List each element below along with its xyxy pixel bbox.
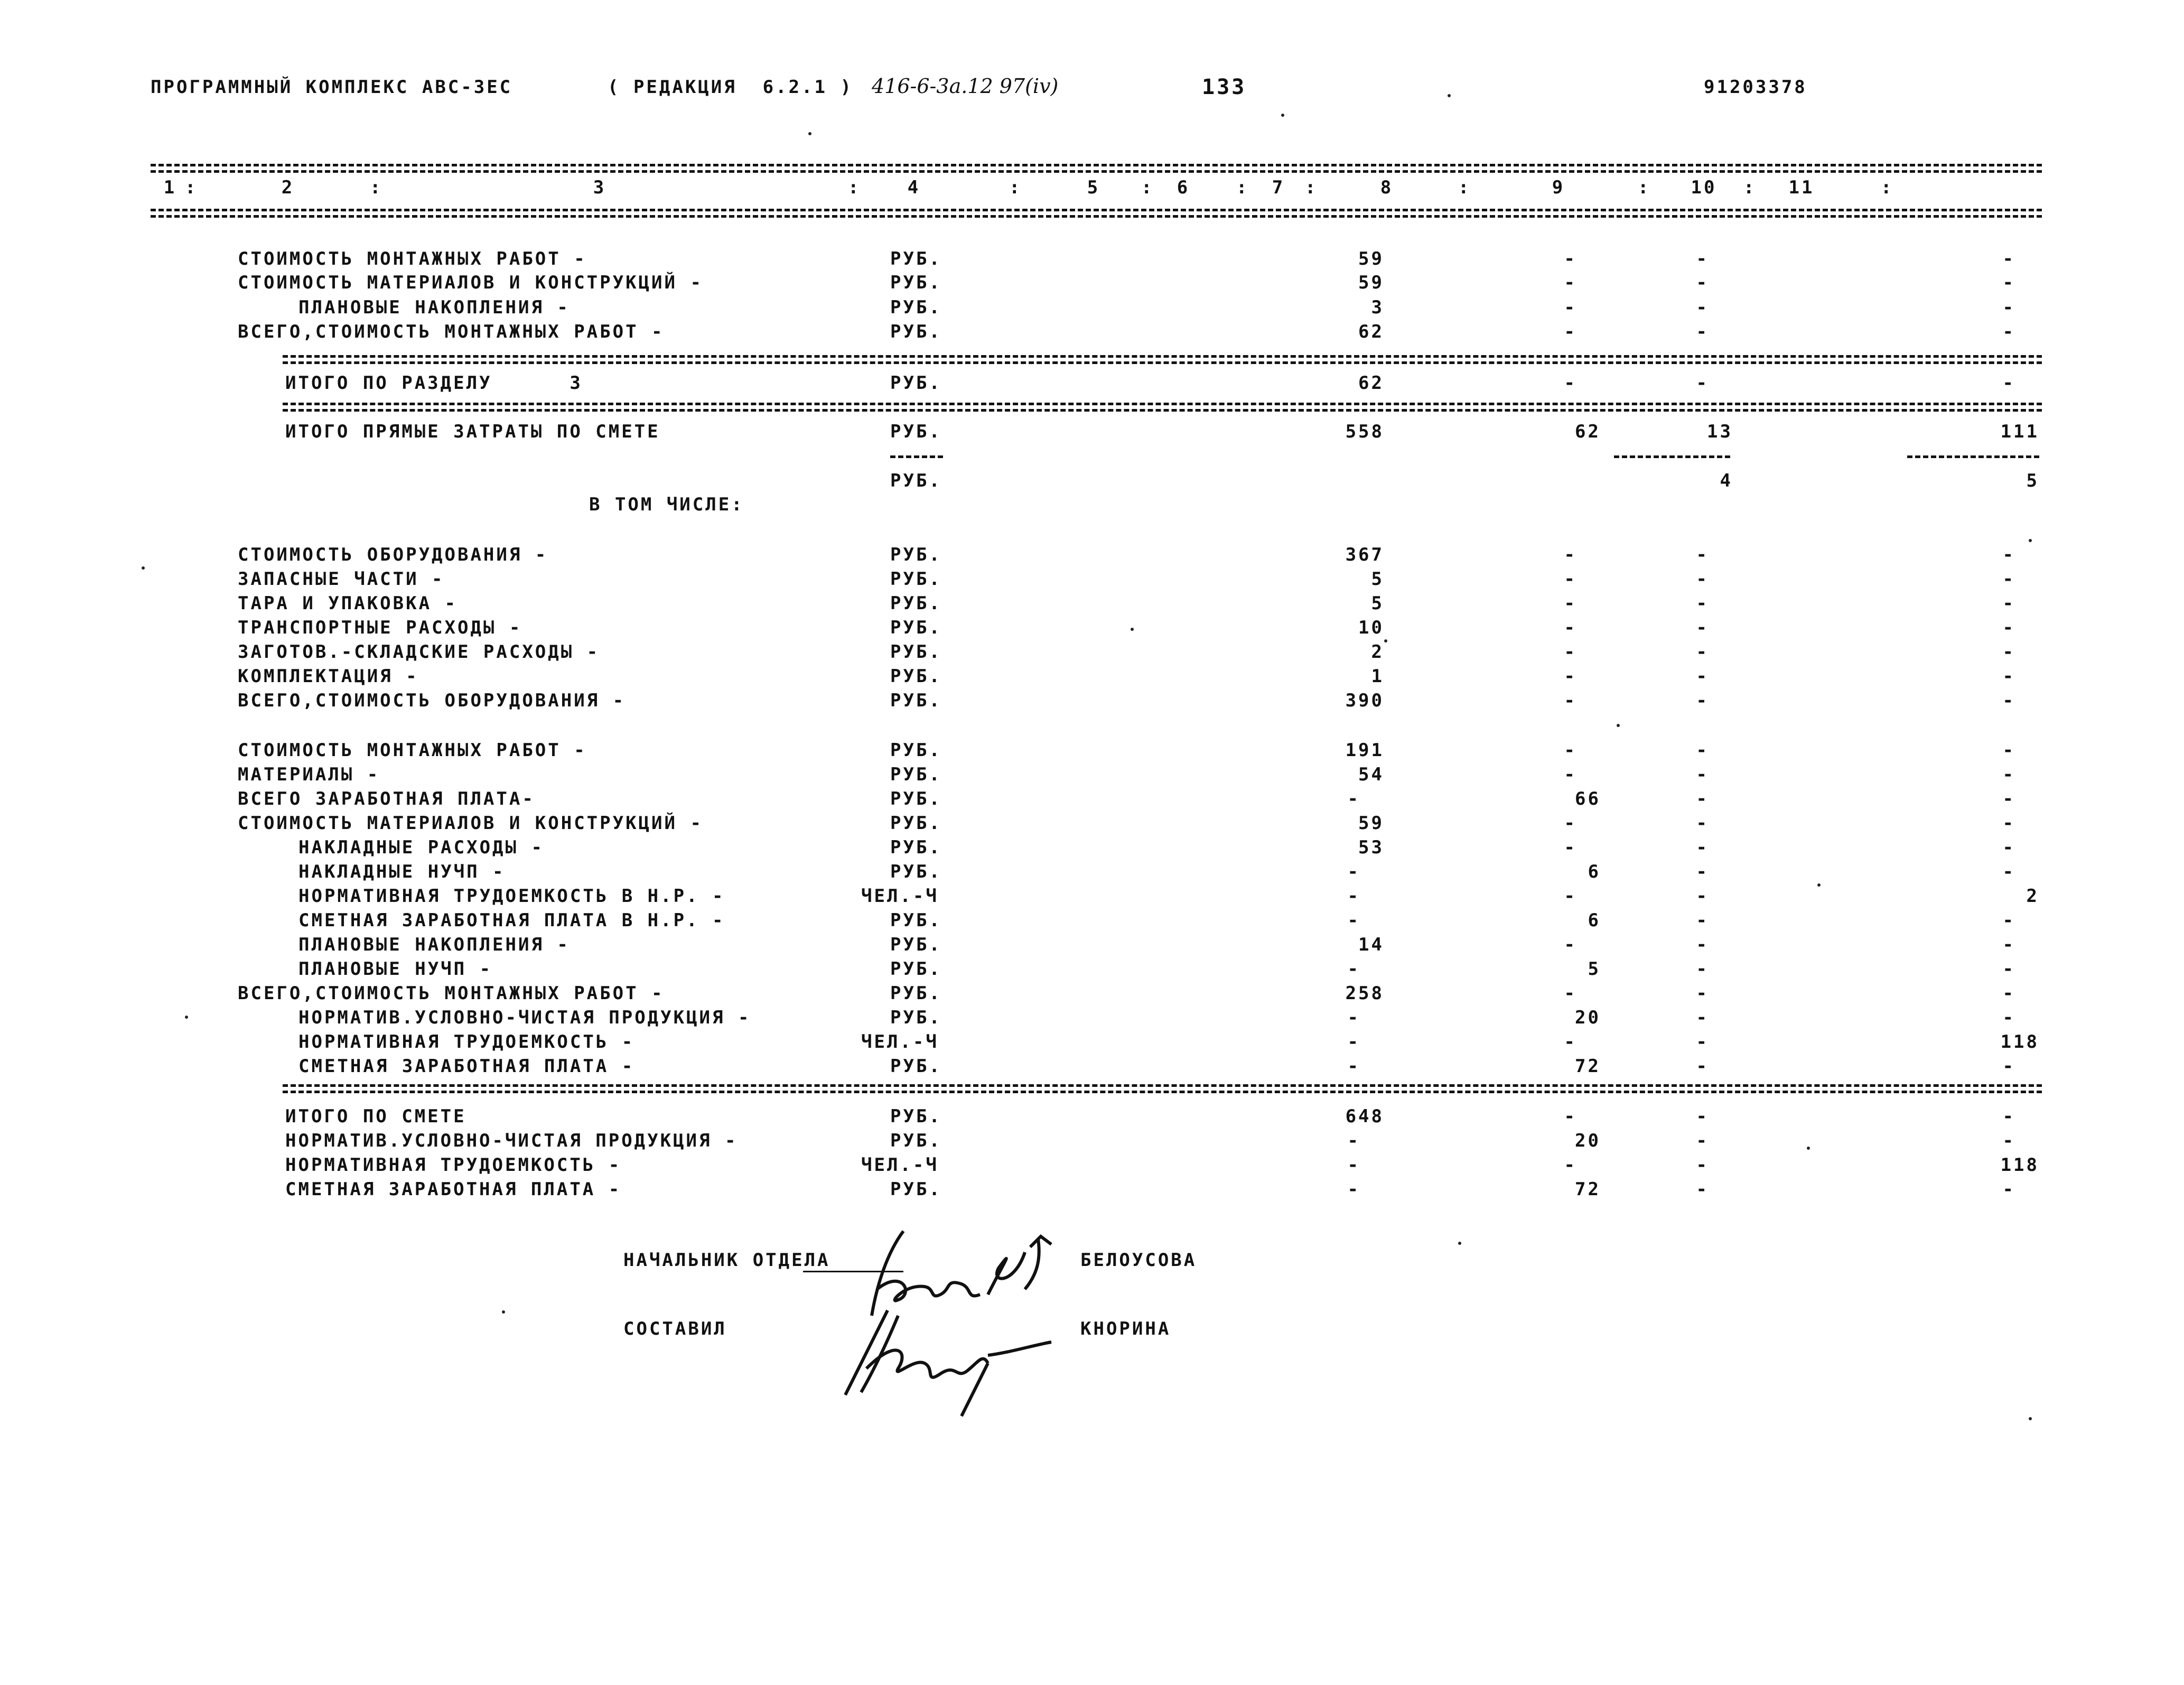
row-unit: РУБ.: [890, 740, 942, 761]
cell-col-7: -: [1347, 910, 1360, 931]
cell-col-7: 54: [1358, 764, 1384, 785]
edition-label: ( РЕДАКЦИЯ 6.2.1 ): [608, 77, 853, 98]
cell-col-11: -: [2002, 740, 2015, 761]
cell-col-7: 59: [1358, 272, 1384, 293]
scan-speck: [185, 1016, 188, 1019]
column-number-5: 5: [1087, 177, 1100, 198]
cell-col-7: 3: [1371, 297, 1384, 318]
row-unit: РУБ.: [890, 788, 942, 809]
cell-col-8: 5: [1588, 958, 1601, 980]
cell-col-8: -: [1564, 297, 1577, 318]
row-unit: РУБ.: [890, 1056, 942, 1077]
cell-col-8: -: [1564, 569, 1577, 590]
cell-col-11: -: [2002, 910, 2015, 931]
row-unit: РУБ.: [890, 373, 942, 394]
cell-col-11: -: [2002, 373, 2015, 394]
cell-col-11: -: [2002, 958, 2015, 980]
cell-col-11: -: [2002, 764, 2015, 785]
column-number-2: 2: [281, 177, 295, 198]
cell-col-11: -: [2002, 1179, 2015, 1200]
cell-col-9: -: [1696, 934, 1709, 955]
row-unit: РУБ.: [890, 641, 942, 663]
row-label: НОРМАТИВНАЯ ТРУДОЕМКОСТЬ В Н.Р. -: [298, 886, 725, 907]
scan-speck: [1448, 94, 1451, 97]
cell-col-11: -: [2002, 641, 2015, 663]
row-label: ВСЕГО,СТОИМОСТЬ МОНТАЖНЫХ РАБОТ -: [238, 983, 665, 1004]
cell-col-7: -: [1347, 1130, 1360, 1151]
cell-col-7: -: [1347, 1155, 1360, 1176]
row-label: ЗАГОТОВ.-СКЛАДСКИЕ РАСХОДЫ -: [238, 641, 600, 663]
cell-col-7: -: [1347, 1031, 1360, 1053]
row-label: ЗАПАСНЫЕ ЧАСТИ -: [238, 569, 445, 590]
row-unit: РУБ.: [890, 272, 942, 293]
row-label: НАКЛАДНЫЕ НУЧП -: [298, 861, 506, 882]
row-unit: РУБ.: [890, 958, 942, 980]
row-label: МАТЕРИАЛЫ -: [238, 764, 380, 785]
cell-col-11: 118: [2000, 1031, 2039, 1053]
section-rule: [283, 355, 2042, 358]
row-unit: РУБ.: [890, 470, 942, 491]
cell-col-8: 72: [1575, 1056, 1601, 1077]
row-label: СТОИМОСТЬ МОНТАЖНЫХ РАБОТ -: [238, 248, 587, 269]
cell-col-8: -: [1564, 641, 1577, 663]
cell-col-8: -: [1564, 248, 1577, 269]
cell-col-9: -: [1696, 1007, 1709, 1028]
row-unit: ЧЕЛ.-Ч: [861, 886, 939, 907]
row-label: ПЛАНОВЫЕ НУЧП -: [298, 958, 493, 980]
cell-col-7: -: [1347, 886, 1360, 907]
row-unit: РУБ.: [890, 1179, 942, 1200]
scan-speck: [808, 132, 811, 135]
cell-col-8: -: [1564, 690, 1577, 711]
row-label: ИТОГО ПРЯМЫЕ ЗАТРАТЫ ПО СМЕТЕ: [285, 421, 660, 442]
compiler-title: СОСТАВИЛ: [623, 1318, 727, 1339]
row-label: СМЕТНАЯ ЗАРАБОТНАЯ ПЛАТА -: [285, 1179, 622, 1200]
cell-col-9: -: [1696, 813, 1709, 834]
cell-col-8: 72: [1575, 1179, 1601, 1200]
cell-col-9: -: [1696, 837, 1709, 858]
scan-speck: [2029, 1417, 2032, 1420]
row-label: СМЕТНАЯ ЗАРАБОТНАЯ ПЛАТА В Н.Р. -: [298, 910, 725, 931]
compiler-name: КНОРИНА: [1080, 1318, 1171, 1339]
cell-col-8: -: [1564, 373, 1577, 394]
cell-col-8: -: [1564, 886, 1577, 907]
scan-speck: [1617, 724, 1620, 727]
row-label: ТРАНСПОРТНЫЕ РАСХОДЫ -: [238, 617, 522, 638]
row-label: ВСЕГО ЗАРАБОТНАЯ ПЛАТА-: [238, 788, 535, 809]
column-number-1: 1: [163, 177, 177, 198]
scan-speck: [1458, 1242, 1461, 1245]
scan-speck: [142, 566, 145, 570]
scan-speck: [1281, 114, 1284, 117]
cell-col-8: -: [1564, 934, 1577, 955]
cell-col-9: 13: [1707, 421, 1733, 442]
column-separator: :: [1009, 177, 1022, 198]
row-label: НОРМАТИВ.УСЛОВНО-ЧИСТАЯ ПРОДУКЦИЯ -: [298, 1007, 751, 1028]
column-separator: :: [370, 177, 383, 198]
cell-col-7: 14: [1358, 934, 1384, 955]
column-separator: :: [1141, 177, 1154, 198]
cell-col-8: 6: [1588, 910, 1601, 931]
document-code: 91203378: [1704, 77, 1807, 98]
section-rule: [283, 1091, 2042, 1093]
cell-col-9: -: [1696, 248, 1709, 269]
cell-col-11: 118: [2000, 1155, 2039, 1176]
subtotal-rule-unit: [890, 455, 943, 458]
column-separator: :: [1305, 177, 1318, 198]
row-unit: РУБ.: [890, 617, 942, 638]
cell-col-11: -: [2002, 248, 2015, 269]
row-label: ВСЕГО,СТОИМОСТЬ МОНТАЖНЫХ РАБОТ -: [238, 321, 665, 342]
cell-col-11: -: [2002, 321, 2015, 342]
cell-col-9: -: [1696, 373, 1709, 394]
cell-col-8: -: [1564, 544, 1577, 565]
cell-col-8: -: [1564, 617, 1577, 638]
row-label: СМЕТНАЯ ЗАРАБОТНАЯ ПЛАТА -: [298, 1056, 635, 1077]
header-rule-top-2: [151, 170, 2042, 173]
head-of-department-name: БЕЛОУСОВА: [1080, 1250, 1197, 1271]
cell-col-7: -: [1347, 788, 1360, 809]
row-unit: РУБ.: [890, 666, 942, 687]
cell-col-8: -: [1564, 764, 1577, 785]
row-label: ПЛАНОВЫЕ НАКОПЛЕНИЯ -: [298, 297, 570, 318]
row-unit: ЧЕЛ.-Ч: [861, 1155, 939, 1176]
cell-col-7: 53: [1358, 837, 1384, 858]
scan-speck: [1807, 1147, 1810, 1150]
cell-col-9: -: [1696, 1056, 1709, 1077]
cell-col-11: -: [2002, 983, 2015, 1004]
scan-speck: [1384, 639, 1387, 643]
row-label: ВСЕГО,СТОИМОСТЬ ОБОРУДОВАНИЯ -: [238, 690, 626, 711]
cell-col-8: 66: [1575, 788, 1601, 809]
cell-col-11: -: [2002, 934, 2015, 955]
cell-col-7: 191: [1345, 740, 1384, 761]
cell-col-11: 2: [2026, 886, 2039, 907]
column-separator: :: [1458, 177, 1471, 198]
cell-col-9: -: [1696, 740, 1709, 761]
cell-col-8: -: [1564, 983, 1577, 1004]
row-unit: РУБ.: [890, 983, 942, 1004]
cell-col-7: -: [1347, 1179, 1360, 1200]
row-label: ПЛАНОВЫЕ НАКОПЛЕНИЯ -: [298, 934, 570, 955]
cell-col-7: -: [1347, 1007, 1360, 1028]
cell-col-7: 59: [1358, 248, 1384, 269]
section-rule: [283, 361, 2042, 364]
cell-col-8: -: [1564, 1031, 1577, 1053]
row-unit: РУБ.: [890, 421, 942, 442]
cell-col-7: 558: [1345, 421, 1384, 442]
scan-speck: [502, 1310, 505, 1314]
column-number-11: 11: [1788, 177, 1815, 198]
header-rule-top: [151, 164, 2042, 166]
column-number-7: 7: [1272, 177, 1285, 198]
column-separator: :: [848, 177, 861, 198]
subtotal-rule-c11: [1907, 455, 2039, 458]
cell-col-7: 5: [1371, 569, 1384, 590]
row-unit: РУБ.: [890, 248, 942, 269]
cell-col-11: 111: [2000, 421, 2039, 442]
row-label: НОРМАТИВНАЯ ТРУДОЕМКОСТЬ -: [285, 1155, 622, 1176]
row-label: СТОИМОСТЬ ОБОРУДОВАНИЯ -: [238, 544, 548, 565]
cell-col-9: -: [1696, 983, 1709, 1004]
cell-col-7: -: [1347, 958, 1360, 980]
cell-col-8: -: [1564, 666, 1577, 687]
row-unit: РУБ.: [890, 934, 942, 955]
cell-col-7: 59: [1358, 813, 1384, 834]
cell-col-8: -: [1564, 813, 1577, 834]
row-label: ИТОГО ПО СМЕТЕ: [285, 1106, 466, 1127]
row-unit: ЧЕЛ.-Ч: [861, 1031, 939, 1053]
column-number-9: 9: [1552, 177, 1565, 198]
page-number: 133: [1202, 75, 1247, 99]
cell-col-11: -: [2002, 593, 2015, 614]
row-label: В ТОМ ЧИСЛЕ:: [589, 494, 744, 515]
cell-col-11: -: [2002, 617, 2015, 638]
cell-col-9: -: [1696, 1106, 1709, 1127]
row-unit: РУБ.: [890, 1007, 942, 1028]
section-rule: [283, 403, 2042, 405]
row-unit: РУБ.: [890, 297, 942, 318]
cell-col-7: 62: [1358, 373, 1384, 394]
cell-col-11: -: [2002, 837, 2015, 858]
cell-col-9: -: [1696, 1031, 1709, 1053]
cell-col-9: -: [1696, 593, 1709, 614]
column-number-8: 8: [1380, 177, 1394, 198]
cell-col-7: 648: [1345, 1106, 1384, 1127]
row-label: ТАРА И УПАКОВКА -: [238, 593, 458, 614]
cell-col-9: -: [1696, 666, 1709, 687]
cell-col-9: -: [1696, 764, 1709, 785]
cell-col-9: -: [1696, 1179, 1709, 1200]
column-number-6: 6: [1177, 177, 1190, 198]
cell-col-7: 258: [1345, 983, 1384, 1004]
row-unit: РУБ.: [890, 1130, 942, 1151]
cell-col-7: 2: [1371, 641, 1384, 663]
column-number-3: 3: [593, 177, 606, 198]
column-separator: :: [1743, 177, 1757, 198]
cell-col-7: 390: [1345, 690, 1384, 711]
cell-col-11: -: [2002, 1130, 2015, 1151]
program-name: ПРОГРАММНЫЙ КОМПЛЕКС АВС-3ЕС: [151, 77, 513, 98]
row-label: СТОИМОСТЬ МАТЕРИАЛОВ И КОНСТРУКЦИЙ -: [238, 813, 703, 834]
row-unit: РУБ.: [890, 569, 942, 590]
cell-col-8: -: [1564, 321, 1577, 342]
cell-col-9: -: [1696, 641, 1709, 663]
row-label: СТОИМОСТЬ МАТЕРИАЛОВ И КОНСТРУКЦИЙ -: [238, 272, 703, 293]
column-separator: :: [1881, 177, 1894, 198]
cell-col-11: -: [2002, 272, 2015, 293]
row-unit: РУБ.: [890, 813, 942, 834]
column-separator: :: [1236, 177, 1249, 198]
column-separator: :: [185, 177, 198, 198]
cell-col-11: -: [2002, 666, 2015, 687]
section-rule: [283, 1084, 2042, 1087]
subtotal-rule-c9: [1614, 455, 1730, 458]
cell-col-8: -: [1564, 1155, 1577, 1176]
cell-col-9: -: [1696, 788, 1709, 809]
cell-col-9: -: [1696, 886, 1709, 907]
row-unit: РУБ.: [890, 593, 942, 614]
compiler-signature-image: [835, 1305, 1078, 1421]
cell-col-9: -: [1696, 297, 1709, 318]
cell-col-11: -: [2002, 861, 2015, 882]
cell-col-11: -: [2002, 297, 2015, 318]
cell-col-9: -: [1696, 321, 1709, 342]
row-label: НОРМАТИВ.УСЛОВНО-ЧИСТАЯ ПРОДУКЦИЯ -: [285, 1130, 738, 1151]
cell-col-11: -: [2002, 690, 2015, 711]
row-unit: РУБ.: [890, 544, 942, 565]
cell-col-8: -: [1564, 1106, 1577, 1127]
cell-col-11: -: [2002, 1056, 2015, 1077]
cell-col-11: -: [2002, 1106, 2015, 1127]
cell-col-11: -: [2002, 813, 2015, 834]
row-label: НАКЛАДНЫЕ РАСХОДЫ -: [298, 837, 544, 858]
cell-col-9: -: [1696, 1130, 1709, 1151]
cell-col-11: -: [2002, 569, 2015, 590]
cell-col-8: -: [1564, 837, 1577, 858]
cell-col-8: 62: [1575, 421, 1601, 442]
row-label: ИТОГО ПО РАЗДЕЛУ 3: [285, 373, 583, 394]
row-unit: РУБ.: [890, 1106, 942, 1127]
row-unit: РУБ.: [890, 861, 942, 882]
cell-col-9: -: [1696, 544, 1709, 565]
cell-col-11: -: [2002, 544, 2015, 565]
row-label: СТОИМОСТЬ МОНТАЖНЫХ РАБОТ -: [238, 740, 587, 761]
cell-col-11: 5: [2026, 470, 2039, 491]
cell-col-9: -: [1696, 569, 1709, 590]
row-unit: РУБ.: [890, 910, 942, 931]
cell-col-9: -: [1696, 1155, 1709, 1176]
cell-col-9: -: [1696, 690, 1709, 711]
cell-col-7: -: [1347, 861, 1360, 882]
cell-col-8: -: [1564, 740, 1577, 761]
column-number-10: 10: [1691, 177, 1717, 198]
cell-col-7: 5: [1371, 593, 1384, 614]
section-rule: [283, 409, 2042, 412]
head-of-department-title: НАЧАЛЬНИК ОТДЕЛА: [623, 1250, 830, 1271]
cell-col-9: -: [1696, 617, 1709, 638]
cell-col-7: -: [1347, 1056, 1360, 1077]
row-unit: РУБ.: [890, 837, 942, 858]
handwritten-code: 416-6-3а.12 97(iv): [872, 75, 1059, 98]
cell-col-11: -: [2002, 1007, 2015, 1028]
header-rule-bottom: [151, 209, 2042, 211]
cell-col-8: -: [1564, 593, 1577, 614]
row-unit: РУБ.: [890, 321, 942, 342]
cell-col-8: 20: [1575, 1130, 1601, 1151]
cell-col-9: -: [1696, 861, 1709, 882]
cell-col-7: 1: [1371, 666, 1384, 687]
cell-col-9: 4: [1720, 470, 1733, 491]
column-separator: :: [1638, 177, 1651, 198]
cell-col-8: 20: [1575, 1007, 1601, 1028]
scan-speck: [1131, 628, 1134, 631]
cell-col-8: 6: [1588, 861, 1601, 882]
cell-col-8: -: [1564, 272, 1577, 293]
column-number-4: 4: [907, 177, 921, 198]
scan-speck: [2029, 539, 2032, 542]
cell-col-11: -: [2002, 788, 2015, 809]
header-rule-bottom-2: [151, 215, 2042, 218]
cell-col-9: -: [1696, 958, 1709, 980]
cell-col-9: -: [1696, 272, 1709, 293]
row-unit: РУБ.: [890, 690, 942, 711]
cell-col-7: 367: [1345, 544, 1384, 565]
row-label: КОМПЛЕКТАЦИЯ -: [238, 666, 419, 687]
row-label: НОРМАТИВНАЯ ТРУДОЕМКОСТЬ -: [298, 1031, 635, 1053]
cell-col-7: 10: [1358, 617, 1384, 638]
scan-speck: [1817, 883, 1821, 887]
row-unit: РУБ.: [890, 764, 942, 785]
cell-col-7: 62: [1358, 321, 1384, 342]
cell-col-9: -: [1696, 910, 1709, 931]
